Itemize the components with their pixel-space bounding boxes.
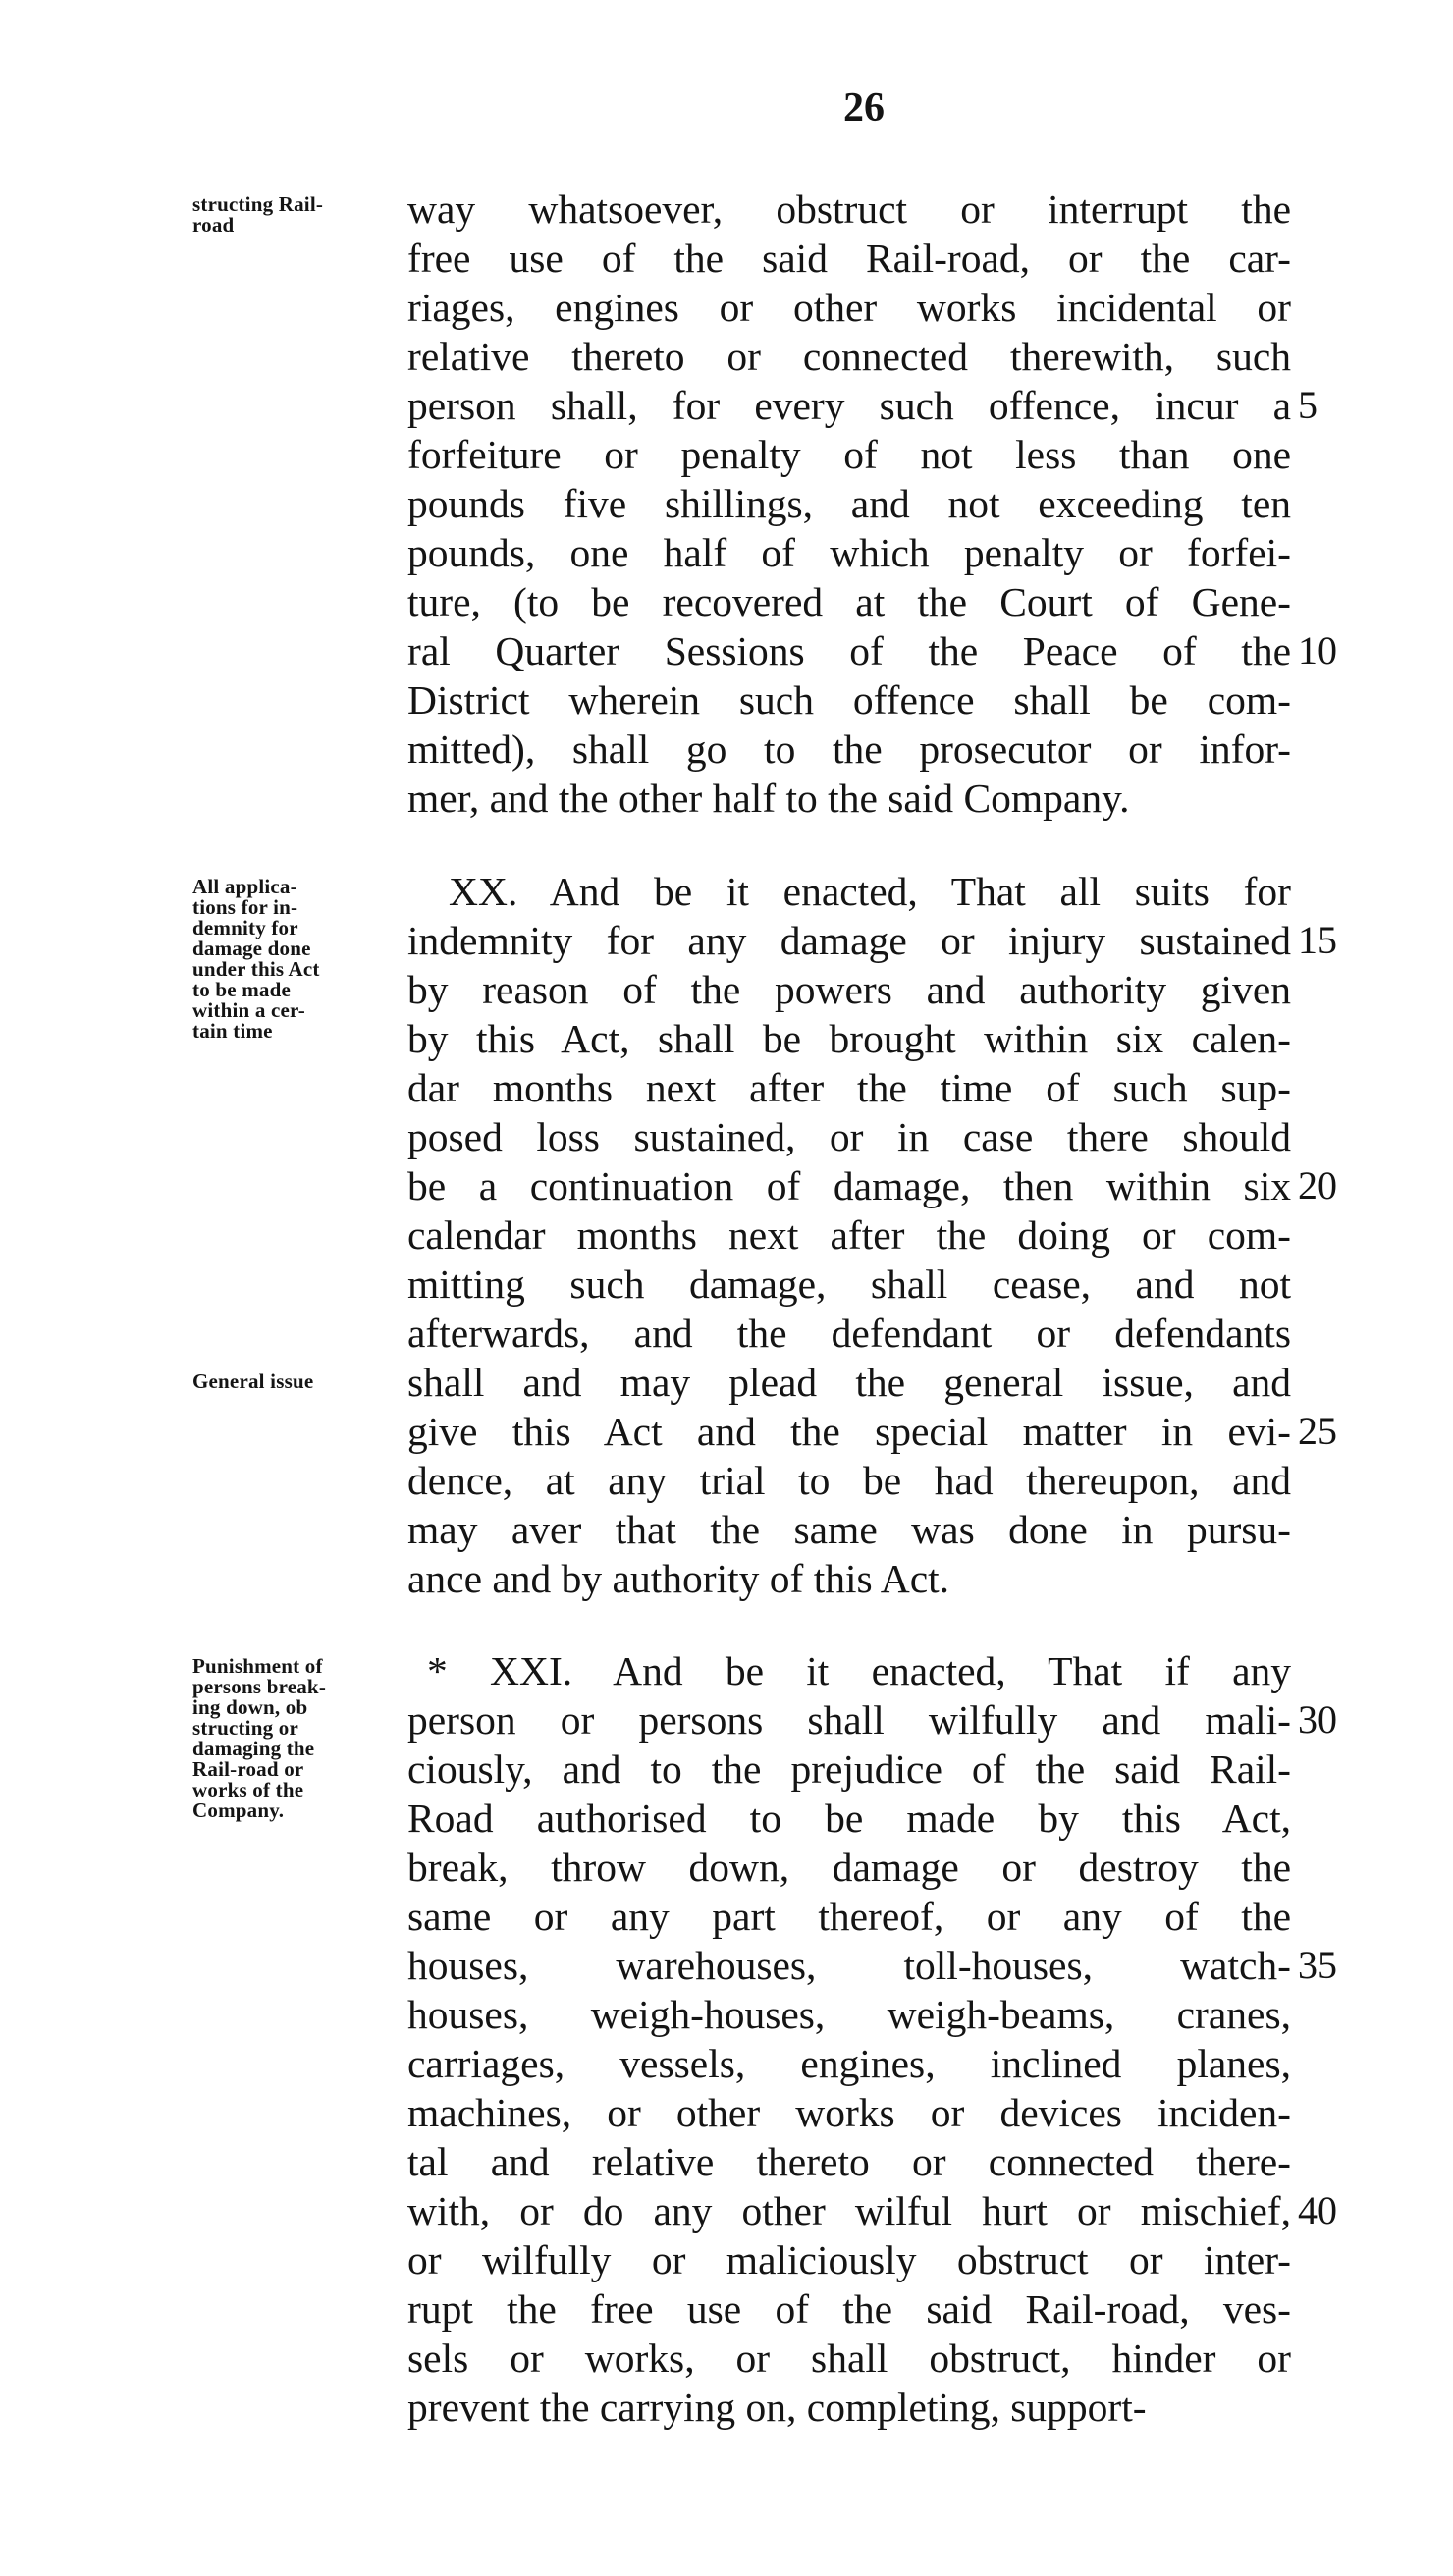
line-number: 20: [1298, 1163, 1337, 1208]
line-number: 15: [1298, 918, 1337, 962]
text-line: mer, and the other half to the said Company.: [407, 776, 1130, 821]
text-line: houses, weigh-houses, weigh-beams, cranes,: [407, 1992, 1291, 2037]
text-line: break, throw down, damage or destroy the: [407, 1845, 1291, 1890]
text-line: ral Quarter Sessions of the Peace of the: [407, 628, 1291, 673]
text-line: tal and relative thereto or connected there-: [407, 2139, 1291, 2184]
text-line: relative thereto or connected therewith, such: [407, 334, 1291, 379]
margin-note: [192, 1656, 403, 1821]
margin-note-line: structing or: [192, 1716, 298, 1740]
margin-note-line: persons break-: [192, 1675, 327, 1698]
margin-note-line: damaging the: [192, 1737, 315, 1760]
text-line: person shall, for every such offence, incur a: [407, 383, 1291, 428]
text-line: machines, or other works or devices inciden-: [407, 2090, 1291, 2135]
text-line: person or persons shall wilfully and mali-: [407, 1697, 1291, 1743]
margin-note-line: works of the: [192, 1778, 304, 1801]
text-line: dar months next after the time of such sup-: [407, 1065, 1291, 1110]
margin-note-line: under this Act: [192, 957, 320, 981]
margin-note-line: road: [192, 213, 235, 237]
text-line: ance and by authority of this Act.: [407, 1556, 950, 1601]
text-line: rupt the free use of the said Rail-road, ves-: [407, 2286, 1291, 2332]
text-line: riages, engines or other works incidental or: [407, 285, 1291, 330]
text-line: shall and may plead the general issue, and: [407, 1360, 1291, 1405]
text-line: prevent the carrying on, completing, support-: [407, 2385, 1147, 2430]
text-line: Road authorised to be made by this Act,: [407, 1796, 1291, 1841]
margin-note-line: to be made: [192, 978, 291, 1001]
line-number: 10: [1298, 628, 1337, 672]
text-line: XX. And be it enacted, That all suits for: [449, 869, 1291, 914]
text-line: way whatsoever, obstruct or interrupt the: [407, 187, 1291, 232]
margin-note-line: tions for in-: [192, 895, 298, 919]
margin-note-line: damage done: [192, 937, 311, 960]
text-line: sels or works, or shall obstruct, hinder or: [407, 2335, 1291, 2381]
text-line: ciously, and to the prejudice of the said Rail-: [407, 1746, 1291, 1792]
text-line: give this Act and the special matter in evi-: [407, 1409, 1291, 1454]
margin-note: [192, 194, 403, 236]
text-line: or wilfully or maliciously obstruct or inter-: [407, 2237, 1291, 2282]
text-line: dence, at any trial to be had thereupon, and: [407, 1458, 1291, 1503]
text-line: carriages, vessels, engines, inclined planes,: [407, 2041, 1291, 2086]
text-line: same or any part thereof, or any of the: [407, 1894, 1291, 1939]
margin-note: [192, 877, 403, 1042]
text-line: calendar months next after the doing or com-: [407, 1212, 1291, 1258]
text-line: indemnity for any damage or injury sustained: [407, 918, 1291, 963]
text-line: houses, warehouses, toll-houses, watch-: [407, 1943, 1291, 1988]
margin-note-line: tain time: [192, 1019, 273, 1043]
margin-note-line: structing Rail-: [192, 192, 324, 216]
margin-note-line: Punishment of: [192, 1654, 323, 1678]
line-number: 35: [1298, 1943, 1337, 1987]
text-line: free use of the said Rail-road, or the car-: [407, 236, 1291, 281]
text-line: forfeiture or penalty of not less than one: [407, 432, 1291, 477]
text-line: by reason of the powers and authority given: [407, 967, 1291, 1012]
text-line: pounds, one half of which penalty or forfei-: [407, 530, 1291, 575]
margin-note-line: All applica-: [192, 875, 297, 898]
margin-note-general-issue: General issue: [192, 1369, 314, 1393]
text-line: be a continuation of damage, then within six: [407, 1163, 1291, 1208]
text-line: District wherein such offence shall be com-: [407, 677, 1291, 723]
margin-note-line: Company.: [192, 1798, 285, 1822]
line-number: 25: [1298, 1409, 1337, 1453]
page-number: 26: [843, 85, 885, 131]
line-number: 30: [1298, 1697, 1337, 1742]
line-number: 5: [1298, 383, 1318, 427]
margin-note-line: demnity for: [192, 916, 298, 939]
text-line: with, or do any other wilful hurt or mischief,: [407, 2188, 1291, 2233]
text-line: * XXI. And be it enacted, That if any: [427, 1648, 1291, 1693]
text-line: pounds five shillings, and not exceeding ten: [407, 481, 1291, 526]
margin-note-line: ing down, ob: [192, 1695, 308, 1719]
text-line: may aver that the same was done in pursu-: [407, 1507, 1291, 1552]
line-number: 40: [1298, 2188, 1337, 2232]
text-line: by this Act, shall be brought within six calen-: [407, 1016, 1291, 1061]
text-line: mitting such damage, shall cease, and not: [407, 1261, 1291, 1307]
text-line: afterwards, and the defendant or defendants: [407, 1311, 1291, 1356]
text-line: ture, (to be recovered at the Court of Gene-: [407, 579, 1291, 624]
margin-note-line: within a cer-: [192, 998, 305, 1022]
margin-note-line: Rail-road or: [192, 1757, 304, 1781]
text-line: mitted), shall go to the prosecutor or infor-: [407, 726, 1291, 772]
text-line: posed loss sustained, or in case there should: [407, 1114, 1291, 1159]
